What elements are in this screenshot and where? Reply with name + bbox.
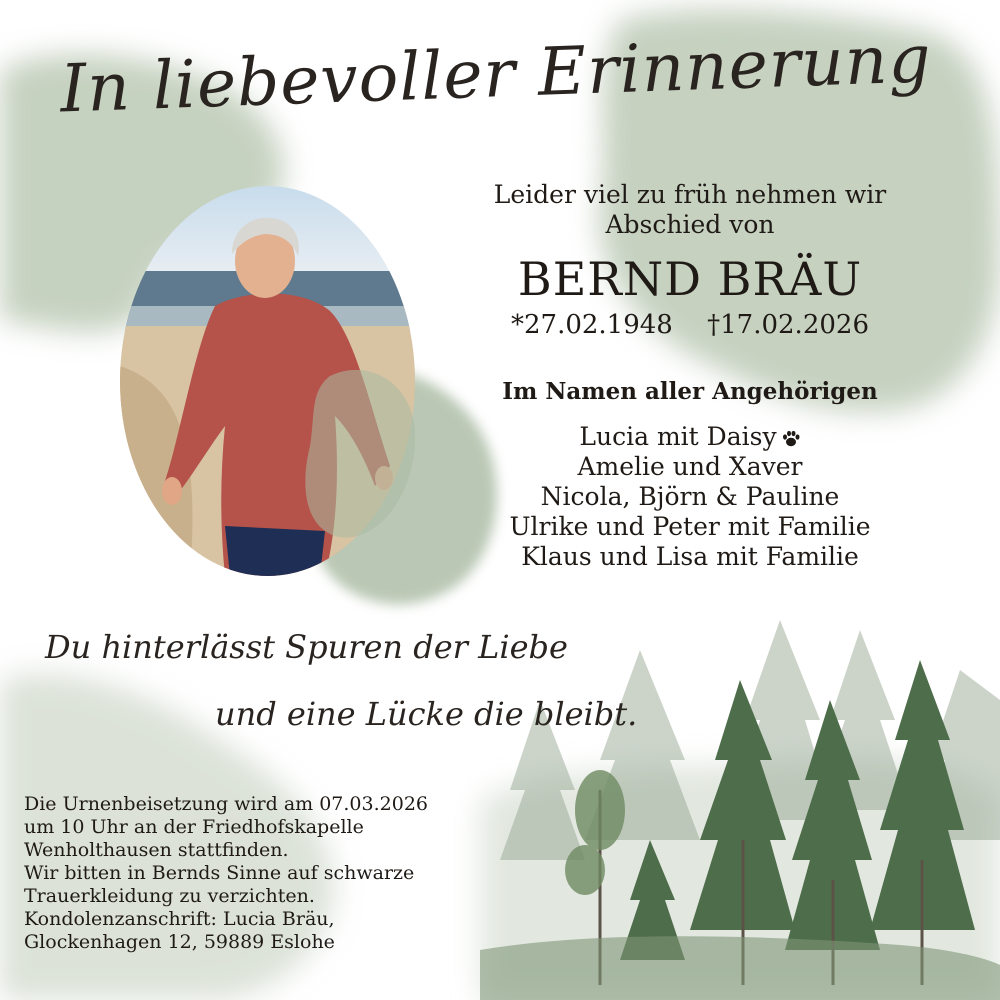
quote-line-1: Du hinterlässt Spuren der Liebe xyxy=(45,628,568,666)
death-date: †17.02.2026 xyxy=(707,310,869,340)
deceased-name: BERND BRÄU xyxy=(517,252,863,306)
family-list xyxy=(470,422,910,572)
family-member: Klaus und Lisa mit Familie xyxy=(521,542,859,571)
family-member: Ulrike und Peter mit Familie xyxy=(509,512,871,541)
headline-in-memory: In liebevoller Erinnerung xyxy=(58,20,933,128)
family-member: Nicola, Björn & Pauline xyxy=(540,482,840,511)
intro-line-1: Leider viel zu früh nehmen wir xyxy=(493,180,887,209)
quote-line-2: und eine Lücke die bleibt. xyxy=(215,695,638,733)
notice-line: Trauerkleidung zu verzichten. xyxy=(24,885,315,907)
portrait-photo xyxy=(120,186,415,576)
life-dates xyxy=(470,310,910,340)
funeral-notice xyxy=(24,793,494,954)
notice-line: Kondolenzanschrift: Lucia Bräu, xyxy=(24,908,335,930)
family-title: Im Namen aller Angehörigen xyxy=(502,378,878,405)
family-member: Lucia mit Daisy xyxy=(470,422,910,452)
intro-text xyxy=(470,180,910,240)
paw-icon xyxy=(781,429,801,449)
notice-line: Wir bitten in Bernds Sinne auf schwarze xyxy=(24,862,415,884)
notice-line: um 10 Uhr an der Friedhofskapelle xyxy=(24,816,364,838)
family-member: Amelie und Xaver xyxy=(577,452,803,481)
notice-line: Die Urnenbeisetzung wird am 07.03.2026 xyxy=(24,793,429,815)
notice-line: Glockenhagen 12, 59889 Eslohe xyxy=(24,931,335,953)
intro-line-2: Abschied von xyxy=(605,210,775,239)
notice-line: Wenholthausen stattfinden. xyxy=(24,839,289,861)
birth-date: *27.02.1948 xyxy=(510,310,673,340)
